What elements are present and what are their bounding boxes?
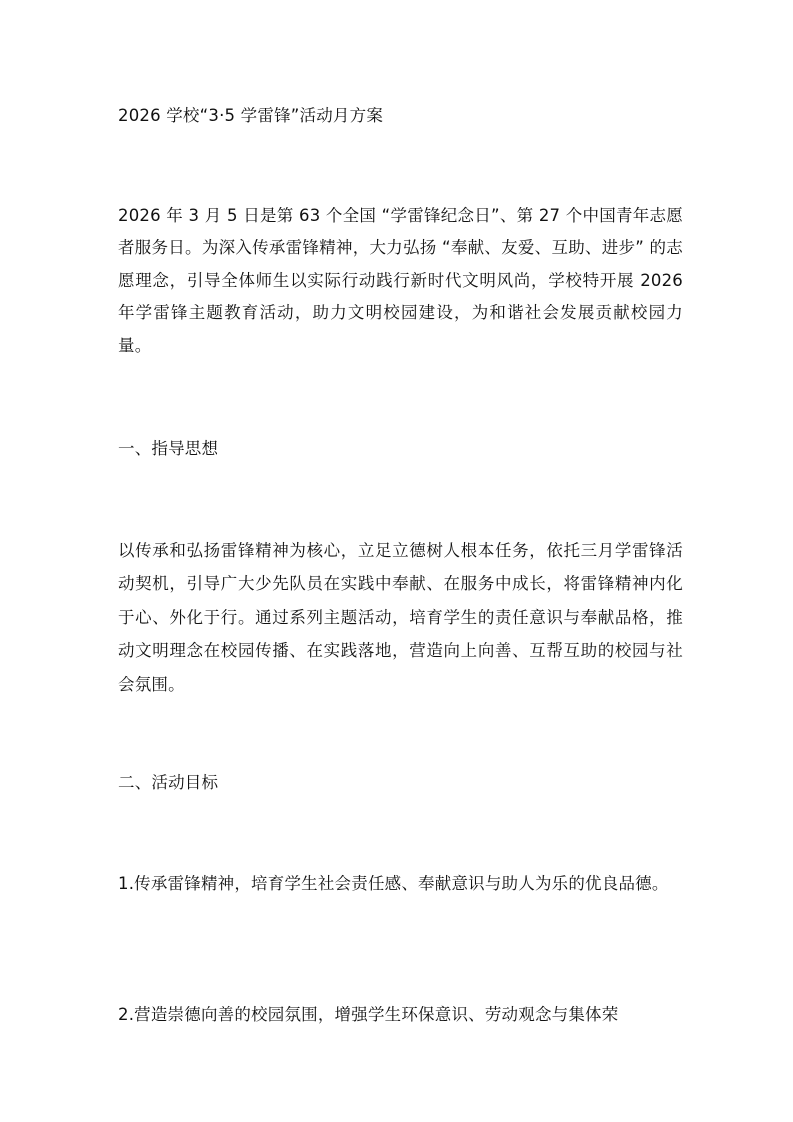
- activity-goal-item: 2.营造崇德向善的校园氛围，增强学生环保意识、劳动观念与集体荣: [118, 1004, 619, 1024]
- section-heading-activity-goals: 二、活动目标: [118, 773, 219, 792]
- section-heading-guiding-ideology: 一、指导思想: [118, 439, 219, 458]
- intro-paragraph: 2026 年 3 月 5 日是第 63 个全国 “学雷锋纪念日”、第 27 个中国青年志愿者服务日。为深入传承雷锋精神，大力弘扬 “奉献、友爱、互助、进步” 的志愿理念，引导全体师生以实际行动践行新时代文明风尚，学校特开展 2026 年学雷锋主题教育活动，助力文明校园建设，为和谐社会发展贡献校园力量。: [118, 205, 683, 355]
- document-title: 2026 学校“3·5 学雷锋”活动月方案: [118, 106, 384, 125]
- guiding-ideology-paragraph: 以传承和弘扬雷锋精神为核心，立足立德树人根本任务，依托三月学雷锋活动契机，引导广大少先队员在实践中奉献、在服务中成长，将雷锋精神内化于心、外化于行。通过系列主题活动，培育学生的责任意识与奉献品格，推动文明理念在校园传播、在实践落地，营造向上向善、互帮互助的校园与社会氛围。: [118, 540, 683, 694]
- activity-goal-item: 1.传承雷锋精神，培育学生社会责任感、奉献意识与助人为乐的优良品德。: [118, 873, 669, 893]
